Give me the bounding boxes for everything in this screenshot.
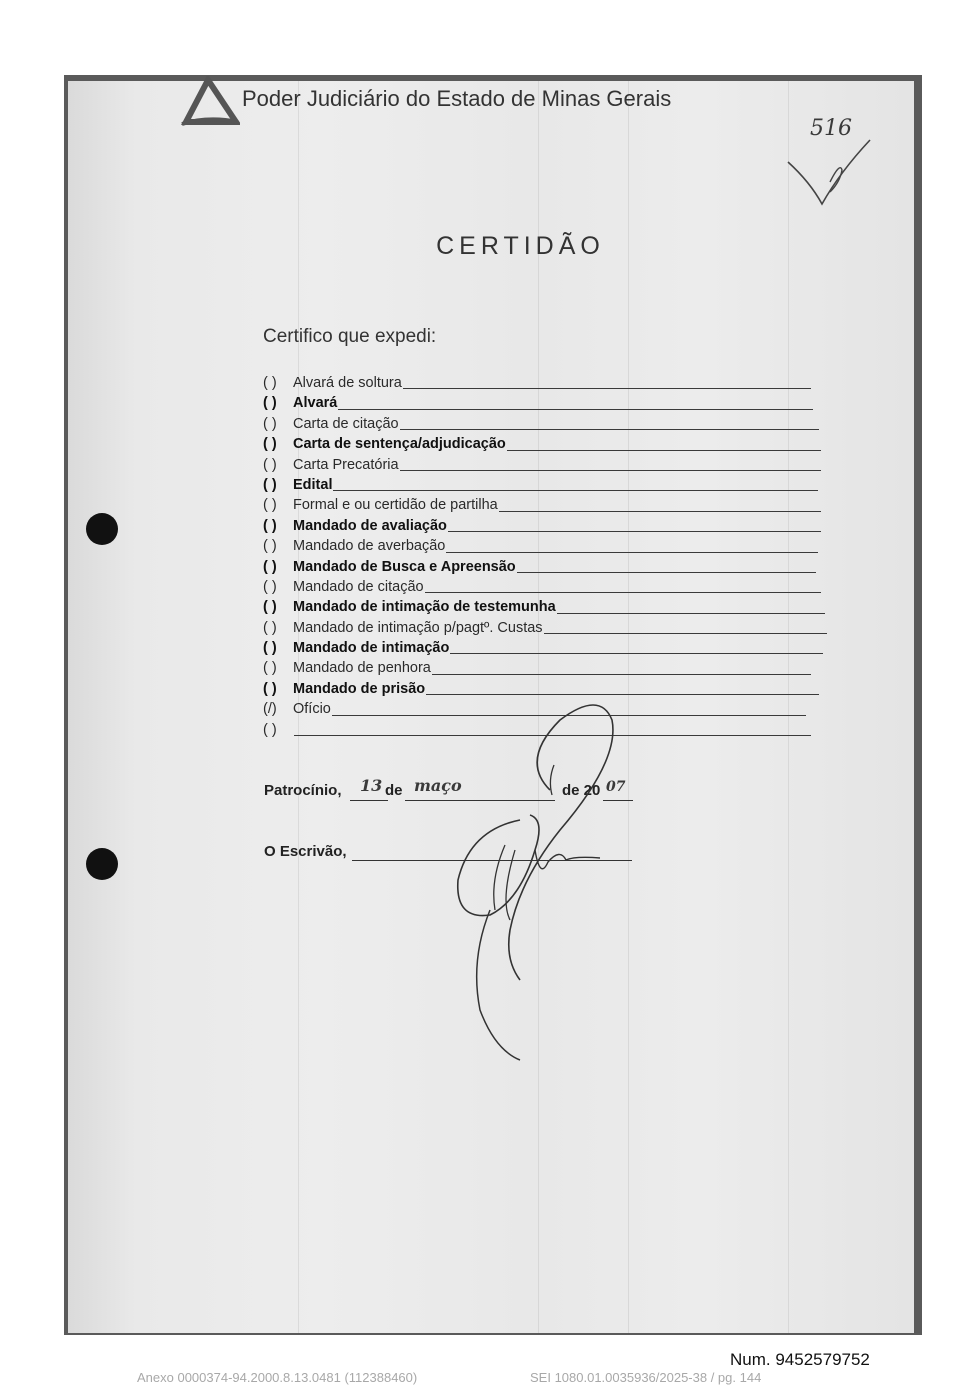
checkbox-mark: ( ) xyxy=(263,640,277,657)
checklist-item-label: Mandado de prisão xyxy=(293,680,426,697)
checkbox-mark: ( ) xyxy=(263,395,277,412)
fill-line xyxy=(338,409,813,410)
checklist-item xyxy=(263,557,833,577)
punch-hole-bottom xyxy=(86,848,118,880)
checklist-item-label: Mandado de citação xyxy=(293,578,424,595)
checklist-item xyxy=(263,536,833,556)
fill-line xyxy=(517,572,816,573)
checklist-item-label: Formal e ou certidão de partilha xyxy=(293,497,498,514)
checklist-item-label: Mandado de intimação p/pagtº. Custas xyxy=(293,619,543,636)
checkbox-mark: ( ) xyxy=(263,456,277,473)
fill-line xyxy=(432,674,811,675)
checkbox-mark: ( ) xyxy=(263,660,277,677)
document-number: Num. 9452579752 xyxy=(730,1350,870,1369)
letterhead xyxy=(178,76,818,128)
fill-line xyxy=(544,633,827,634)
checklist-item xyxy=(263,638,833,658)
checklist-item xyxy=(263,679,833,699)
punch-hole-top xyxy=(86,513,118,545)
de-label: de xyxy=(385,782,403,799)
fill-line xyxy=(400,429,819,430)
checkbox-mark: ( ) xyxy=(263,517,277,534)
fill-line xyxy=(400,470,821,471)
folio-check-mark xyxy=(780,112,880,212)
checklist-item xyxy=(263,434,833,454)
fill-line xyxy=(425,592,821,593)
fill-line xyxy=(507,450,821,451)
checklist-item-label: Mandado de penhora xyxy=(293,660,431,677)
checklist-item-label: Carta de sentença/adjudicação xyxy=(293,436,506,453)
fill-line xyxy=(403,388,811,389)
checklist-item xyxy=(263,475,833,495)
checkbox-mark: ( ) xyxy=(263,476,277,493)
checkbox-mark: ( ) xyxy=(263,436,277,453)
checklist-item-label: Carta de citação xyxy=(293,415,399,432)
checkbox-mark: ( ) xyxy=(263,599,277,616)
fill-line xyxy=(448,531,821,532)
fill-line xyxy=(450,653,823,654)
checklist-item-label: Alvará xyxy=(293,395,338,412)
folio-number: 516 xyxy=(810,116,852,141)
checklist-item-label: Mandado de Busca e Apreensão xyxy=(293,558,516,575)
checklist-item-label: Mandado de intimação xyxy=(293,640,450,657)
checklist-item xyxy=(263,658,833,678)
document-checklist xyxy=(263,373,833,740)
sei-reference: SEI 1080.01.0035936/2025-38 / pg. 144 xyxy=(530,1370,762,1385)
annex-reference: Anexo 0000374-94.2000.8.13.0481 (112388460) xyxy=(137,1370,418,1385)
court-name: Poder Judiciário do Estado de Minas Gerais xyxy=(242,86,672,111)
fill-line xyxy=(446,552,818,553)
checklist-item xyxy=(263,597,833,617)
place-date-line xyxy=(264,776,626,799)
checkbox-mark: ( ) xyxy=(263,497,277,514)
checklist-item xyxy=(263,414,833,434)
place-label: Patrocínio, xyxy=(264,782,342,799)
checkbox-mark: ( ) xyxy=(263,578,277,595)
checkbox-mark: ( ) xyxy=(263,415,277,432)
handwritten-day: 13 xyxy=(360,776,383,795)
checkbox-mark: ( ) xyxy=(263,558,277,575)
checkbox-mark: ( ) xyxy=(263,538,277,555)
checkbox-mark: ( ) xyxy=(263,680,277,697)
checklist-item-label: Edital xyxy=(293,476,333,493)
fill-line xyxy=(426,694,819,695)
folio-stamp xyxy=(780,112,880,212)
document-title: CERTIDÃO xyxy=(436,232,605,260)
checkbox-mark: ( ) xyxy=(263,375,277,391)
checklist-item-label: Ofício xyxy=(293,701,331,718)
fill-line xyxy=(333,490,818,491)
handwritten-year: 07 xyxy=(606,779,626,795)
fill-line xyxy=(499,511,821,512)
checklist-item xyxy=(263,495,833,515)
checklist-item xyxy=(263,373,833,393)
handwritten-month: maço xyxy=(414,776,462,795)
fill-line xyxy=(557,613,825,614)
fill-line xyxy=(332,715,806,716)
checklist-item-label: Alvará de soltura xyxy=(293,375,402,391)
checklist-item-label: Mandado de averbação xyxy=(293,538,446,555)
checklist-item xyxy=(263,720,833,740)
checklist-item-label: Carta Precatória xyxy=(293,456,399,473)
court-triangle-logo xyxy=(178,76,240,128)
checklist-item-label: Mandado de avaliação xyxy=(293,517,447,534)
checklist-item xyxy=(263,393,833,413)
checklist-item xyxy=(263,577,833,597)
checklist-item xyxy=(263,516,833,536)
checkbox-mark: (/) xyxy=(263,701,277,718)
checkbox-mark: ( ) xyxy=(263,619,277,636)
checklist-item-label: Mandado de intimação de testemunha xyxy=(293,599,556,616)
checklist-item xyxy=(263,699,833,719)
fill-line xyxy=(294,735,811,736)
checklist-item xyxy=(263,618,833,638)
clerk-label: O Escrivão, xyxy=(264,843,347,860)
clerk-line xyxy=(264,843,347,860)
year-prefix: de 20 xyxy=(562,782,601,799)
certification-intro: Certifico que expedi: xyxy=(263,326,437,347)
checklist-item xyxy=(263,455,833,475)
checkbox-mark: ( ) xyxy=(263,721,277,738)
